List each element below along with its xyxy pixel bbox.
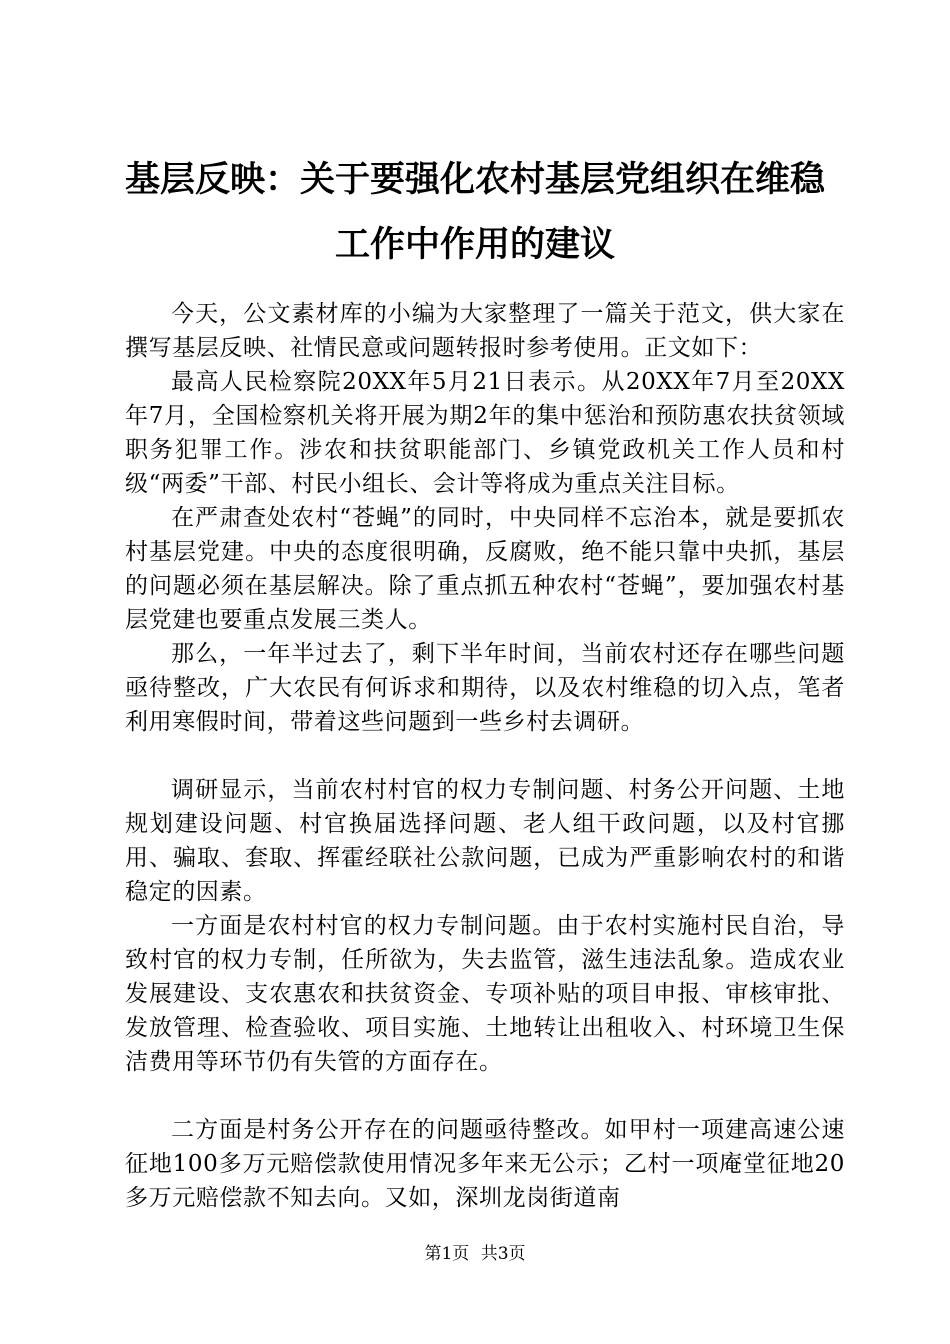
paragraph-party-building: 在严肃查处农村“苍蝇”的同时，中央同样不忘治本，就是要抓农村基层党建。中央的态度很明确，反腐败，绝不能只靠中央抓，基层的问题必须在基层解决。除了重点抓五种农村“苍蝇”，要加强农村基层党建也要重点发展三类人。	[125, 505, 845, 633]
paragraph-intro: 今天，公文素材库的小编为大家整理了一篇关于范文，供大家在撰写基层反映、社情民意或问题转报时参考使用。正文如下：	[125, 301, 845, 361]
document-title-line-2: 工作中作用的建议	[334, 225, 615, 265]
paragraph-survey-intro: 那么，一年半过去了，剩下半年时间，当前农村还存在哪些问题亟待整改，广大农民有何诉求和期待，以及农村维稳的切入点，笔者利用寒假时间，带着这些问题到一些乡村去调研。	[125, 641, 845, 735]
paragraph-procuratorate: 最高人民检察院20XX年5月21日表示。从20XX年7月至20XX年7月，全国检察机关将开展为期2年的集中惩治和预防惠农扶贫领域职务犯罪工作。涉农和扶贫职能部门、乡镇党政机关工作人员和村级“两委”干部、村民小组长、会计等将成为重点关注目标。	[125, 369, 845, 497]
page-footer	[0, 1243, 950, 1265]
document-title-line-1: 基层反映：关于要强化农村基层党组织在维稳	[124, 160, 825, 200]
paragraph-survey-findings: 调研显示，当前农村村官的权力专制问题、村务公开问题、土地规划建设问题、村官换届选择问题、老人组干政问题，以及村官挪用、骗取、套取、挥霍经联社公款问题，已成为严重影响农村的和谐稳定的因素。	[125, 777, 845, 905]
document-body	[125, 297, 845, 1215]
paragraph-power-problem: 一方面是农村村官的权力专制问题。由于农村实施村民自治，导致村官的权力专制，任所欲为，失去监管，滋生违法乱象。造成农业发展建设、支农惠农和扶贫资金、专项补贴的项目申报、审核审批、发放管理、检查验收、项目实施、土地转让出租收入、村环境卫生保洁费用等环节仍有失管的方面存在。	[125, 913, 845, 1075]
page-total: 共3页	[480, 1244, 526, 1264]
paragraph-village-affairs: 二方面是村务公开存在的问题亟待整改。如甲村一项建高速公速征地100多万元赔偿款使用情况多年来无公示；乙村一项庵堂征地20多万元赔偿款不知去向。又如，深圳龙岗街道南	[125, 1117, 845, 1211]
page-number: 第1页	[424, 1244, 470, 1264]
